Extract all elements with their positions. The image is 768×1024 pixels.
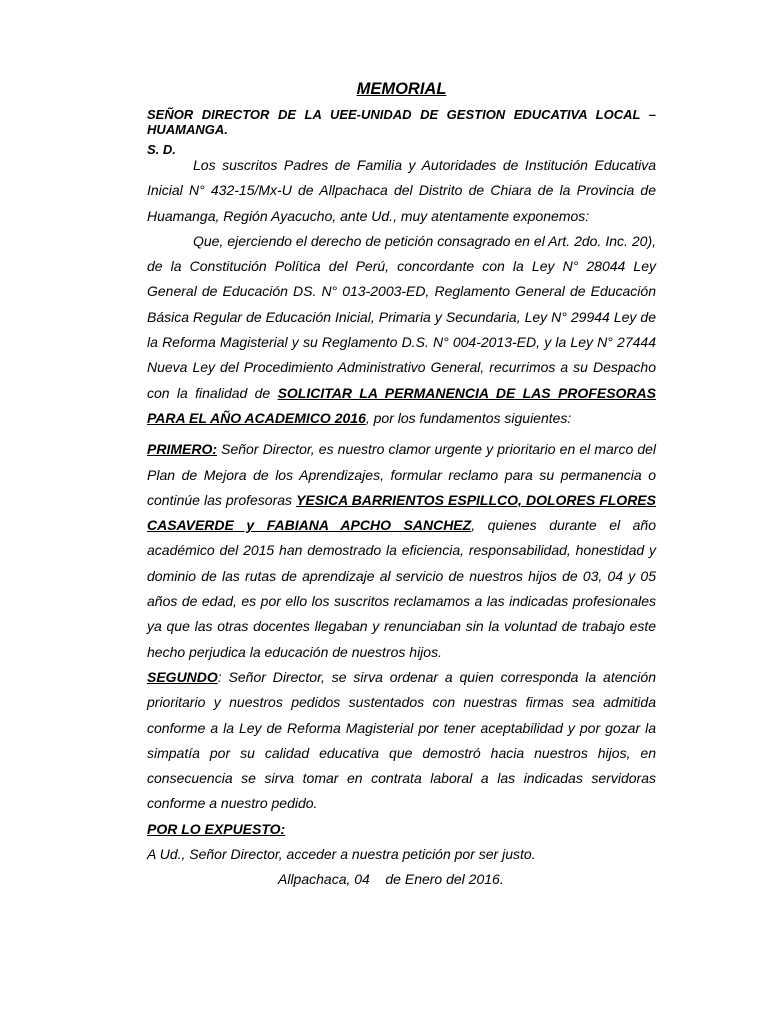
document-title: MEMORIAL [356,80,447,98]
paragraph-petition [147,229,656,431]
petition-request: SOLICITAR LA PERMANENCIA DE LAS PROFESORAS PARA EL AÑO ACADEMICO 2016 [147,384,656,426]
petition-text: Que, ejerciendo el derecho de petición consagrado en el Art. 2do. Inc. 20), de la Constitución Política del Perú, concordante con la Ley N° 28044 Ley General de Educación DS. N° 013-2003-ED, Reglamento General de Educación Básica Regular de Educación Inicial, Primaria y Secundaria, Ley N° 29944 Ley de la Reforma Magisterial y su Reglamento D.S. N° 004-2013-ED, y la Ley N° 27444 Nueva Ley del Procedimiento Administrativo General, recurrimos a su Despacho con la finalidad de [147,232,656,401]
petition-end: , por los fundamentos siguientes: [365,409,572,426]
paragraph-primero [147,437,656,665]
teacher-names: YESICA BARRIENTOS ESPILLCO, DOLORES FLORES CASAVERDE y FABIANA APCHO SANCHEZ [147,491,656,534]
primero-end: , quienes durante el año académico del 2015 han demostrado la eficiencia, responsabilidad, honestidad y dominio de las rutas de aprendizaje al servicio de nuestros hijos de 03, 04 y 05 años de edad, es por ello los suscritos reclamamos a las indicadas profesionales ya que las otras docentes llegaban y renunciaban sin la voluntad de trabajo este hecho perjudica la educación de nuestros hijos. [147,517,656,660]
memorial-document [147,80,656,892]
segundo-text: : Señor Director, se sirva ordenar a quien corresponda la atención prioritario y nuestros pedidos sustentados con nuestras firmas sea admitida conforme a la Ley de Reforma Magisterial por tener aceptabilidad y por gozar la simpatía por su calidad educativa que demostró hacia nuestros hijos, en consecuencia se sirva tomar en contrata laboral a las indicadas servidoras conforme a nuestro pedido. [147,668,656,812]
salutation-sd: S. D. [147,142,176,157]
paragraph-intro: Los suscritos Padres de Familia y Autoridades de Institución Educativa Inicial N° 432-15/Mx-U de Allpachaca del Distrito de Chiara de la Provincia de Huamanga, Región Ayacucho, ante Ud., muy atentamente exponemos: [147,157,656,224]
place-date: Allpachaca, 04 de Enero del 2016. [278,871,504,888]
addressee: SEÑOR DIRECTOR DE LA UEE-UNIDAD DE GESTION EDUCATIVA LOCAL – HUAMANGA. [147,107,656,137]
segundo-label: SEGUNDO [147,668,218,685]
closing-request: A Ud., Señor Director, acceder a nuestra petición por ser justo. [147,846,536,863]
primero-text: Señor Director, es nuestro clamor urgente y prioritario en el marco del Plan de Mejora de los Aprendizajes, formular reclamo para su permanencia o continúe las profesoras [147,441,657,508]
por-lo-expuesto-label: POR LO EXPUESTO: [147,820,286,837]
por-lo-expuesto [147,817,656,842]
paragraph-segundo [147,665,656,817]
primero-label: PRIMERO: [147,441,217,458]
